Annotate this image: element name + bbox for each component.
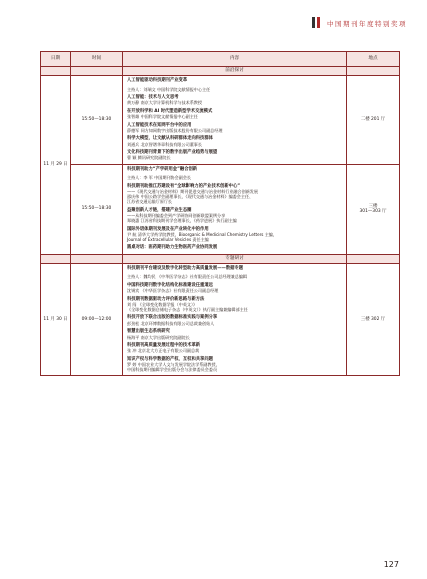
section-spacer bbox=[347, 67, 400, 76]
agenda-item bbox=[127, 78, 343, 83]
agenda-item-title: 科学大模型，让文献从科研群体走向科技群体 bbox=[127, 136, 213, 142]
session-row bbox=[41, 164, 400, 254]
agenda-item-line: 郑晓惠 江苏省科技期刊学会理事长，《药学进展》执行副主编 bbox=[127, 218, 237, 224]
agenda-item-line: Journal of Extracellular Vesicles 责任主编 bbox=[127, 236, 209, 242]
agenda-item-line: 沈锡宾 《中华医学杂志》社有限责任公司副总经理 bbox=[127, 288, 219, 294]
agenda-item-title: 人工智能驱动科技期刊产业变革 bbox=[127, 78, 188, 83]
agenda-item bbox=[127, 136, 343, 146]
agenda-item-title: 在开放科学和 AI 时代塑造新型学术交流模式 bbox=[127, 108, 213, 114]
session-row bbox=[41, 263, 400, 376]
session-content bbox=[123, 76, 347, 165]
agenda-item-line: ——《现代交通与冶金材料》期刊促进交通与冶金材料行业融合创新发展 bbox=[127, 189, 258, 195]
column-header-time: 时间 bbox=[71, 52, 123, 67]
schedule-table bbox=[40, 51, 400, 376]
section-row bbox=[41, 254, 400, 263]
session-date: 11 月 29 日 bbox=[41, 76, 71, 255]
section-spacer bbox=[41, 67, 71, 76]
agenda-item-line: 罗 婷 中国农业大学人文与发展学院法学系副教授， bbox=[127, 362, 220, 368]
page-number: 127 bbox=[383, 560, 399, 569]
session-time: 09:00—12:00 bbox=[71, 263, 123, 376]
agenda-item-title: 智慧出版生态系统研究 bbox=[127, 329, 170, 335]
session-location bbox=[347, 263, 400, 376]
agenda-item-title: 圆桌对话：医药期刊助力生物医药产业协同发展 bbox=[127, 245, 218, 251]
agenda-item bbox=[127, 175, 343, 180]
agenda-item bbox=[127, 227, 343, 243]
agenda-item-line: 主持人：刘瑞文 中国科学院文献情报中心主任 bbox=[127, 86, 211, 92]
agenda-item-title: 科技开放下联合出版的数据标准实践与案例分享 bbox=[127, 315, 218, 321]
header-row bbox=[41, 52, 400, 67]
agenda-item bbox=[127, 184, 343, 205]
agenda-item bbox=[127, 167, 343, 172]
header-ornament-accent bbox=[317, 17, 320, 28]
column-header-location: 地点 bbox=[347, 52, 400, 67]
session-location-line: 301—303 厅 bbox=[359, 209, 387, 215]
agenda-item bbox=[127, 87, 343, 92]
header-ornament bbox=[312, 17, 315, 28]
agenda-item-line: 主持人：李 军 中国期刊协会副会长 bbox=[127, 175, 192, 181]
session-content bbox=[123, 164, 347, 254]
agenda-item-line: 黄万静 南京大学计算机科学与技术系教授 bbox=[127, 100, 202, 106]
agenda-item bbox=[127, 109, 343, 119]
session-location-line: 三楼 bbox=[368, 203, 378, 209]
agenda-item-line: ——从科技期刊编委会到产学研协同创新联盟案例分享 bbox=[127, 213, 226, 218]
session-location bbox=[347, 164, 400, 254]
session-date: 11 月 30 日 bbox=[41, 263, 71, 376]
agenda-item bbox=[127, 266, 343, 271]
section-label: 专题研讨 bbox=[123, 254, 347, 263]
agenda-item bbox=[127, 274, 343, 279]
agenda-item-title: 人工智能技术在知网平台中的应用 bbox=[127, 122, 192, 128]
section-spacer bbox=[41, 254, 71, 263]
agenda-item bbox=[127, 357, 343, 373]
agenda-item-line: 刘 闯 《全球变化数据学报（中英文）》 bbox=[127, 301, 198, 307]
agenda-item bbox=[127, 329, 343, 339]
agenda-item-line: 《全球变化数据仓储电子杂志（中英文）》执行副主编兼编辑部主任 bbox=[127, 307, 248, 313]
agenda-item-title: 益聚创新人才链，搭建产业生态圈 bbox=[127, 207, 192, 213]
session-time: 15:50—18:30 bbox=[71, 76, 123, 165]
section-label: 前沿探讨 bbox=[123, 67, 347, 76]
agenda-item-title: 科技期刊平台建设及数字化转型助力高质量发展——数据专题 bbox=[127, 265, 244, 271]
agenda-item-line: 主持人：魏均民 《中华医学杂志》社有限责任公司总经理兼总编辑 bbox=[127, 274, 248, 280]
agenda-item-line: 张 冲 北京北大方正电子有限公司副总裁 bbox=[127, 348, 200, 354]
agenda-item bbox=[127, 245, 343, 250]
agenda-item-line: 曹 颖 腾讯研究院副院长 bbox=[127, 155, 171, 161]
agenda-item-title: 科技期刊数据驱动力评价新思路与新方法 bbox=[127, 296, 205, 302]
agenda-item-title: 人工智能：技术与人文思考 bbox=[127, 95, 179, 101]
section-row bbox=[41, 67, 400, 76]
agenda-item-line: 尹 航 清华大学药学院教授，Bioorganic & Medicinal Chemistry Letters 主编， bbox=[127, 231, 277, 237]
agenda-item bbox=[127, 208, 343, 224]
agenda-item-line: 中国科技期刊编辑学会出版分会与法律委员会委员 bbox=[127, 367, 218, 373]
agenda-item-line: 薛德军 同方知网数字出版技术股份有限公司副总经理 bbox=[127, 127, 223, 133]
agenda-item-line: 彭劲松 北京环博数据科技有限公司总裁兼创始人 bbox=[127, 320, 215, 326]
session-location bbox=[347, 76, 400, 165]
agenda-item-title: 科技期刊助力“产学研用金”融合创新 bbox=[127, 166, 198, 172]
agenda-item-line: 杨海平 南京大学出版研究院副院长 bbox=[127, 334, 190, 340]
session-location-line: 三楼 302 厅 bbox=[360, 316, 386, 322]
section-spacer bbox=[347, 254, 400, 263]
agenda-item bbox=[127, 123, 343, 133]
agenda-item-title: 知识产权与科学数据的产权、互权和共享问题 bbox=[127, 356, 213, 362]
agenda-item-line: 张智雄 中国科学院文献情报中心副主任 bbox=[127, 114, 198, 120]
agenda-item-title: 科技期刊助推江苏建设有“全球影响力的产业技术创新中心” bbox=[127, 183, 241, 189]
running-header-title: 中国期刊年度特别奖项 bbox=[327, 20, 407, 28]
column-header-content: 内容 bbox=[123, 52, 347, 67]
agenda-item bbox=[127, 315, 343, 325]
column-header-date: 日期 bbox=[41, 52, 71, 67]
agenda-item-line: 邵庆伟 中国公路学会副理事长，《现代交通与冶金材料》编委会主任、 bbox=[127, 194, 254, 200]
section-spacer bbox=[71, 67, 123, 76]
agenda-item bbox=[127, 150, 343, 160]
session-time: 15:50—18:30 bbox=[71, 164, 123, 254]
session-content bbox=[123, 263, 347, 376]
agenda-item-line: 刘通兵 北京智谱华章科技有限公司董事长 bbox=[127, 141, 202, 147]
agenda-item-title: 国际外语体期刊发展及在产业转化中的作用 bbox=[127, 226, 209, 232]
session-row bbox=[41, 76, 400, 165]
agenda-item bbox=[127, 283, 343, 293]
section-spacer bbox=[71, 254, 123, 263]
agenda-item-title: 科技期刊高质量发展过程中的技术革新 bbox=[127, 342, 201, 348]
agenda-item bbox=[127, 343, 343, 353]
agenda-item-title: 文化科技期刊背景下的数字出版产业趋势与展望 bbox=[127, 150, 218, 156]
session-location-line: 二楼 201 厅 bbox=[360, 117, 386, 123]
agenda-item bbox=[127, 297, 343, 313]
agenda-item-title: 中国科技期刊数字化结构化标准建设任重道远 bbox=[127, 282, 213, 288]
agenda-item bbox=[127, 95, 343, 105]
agenda-item-line: 江苏省交通运输厅原厅长 bbox=[127, 199, 173, 205]
